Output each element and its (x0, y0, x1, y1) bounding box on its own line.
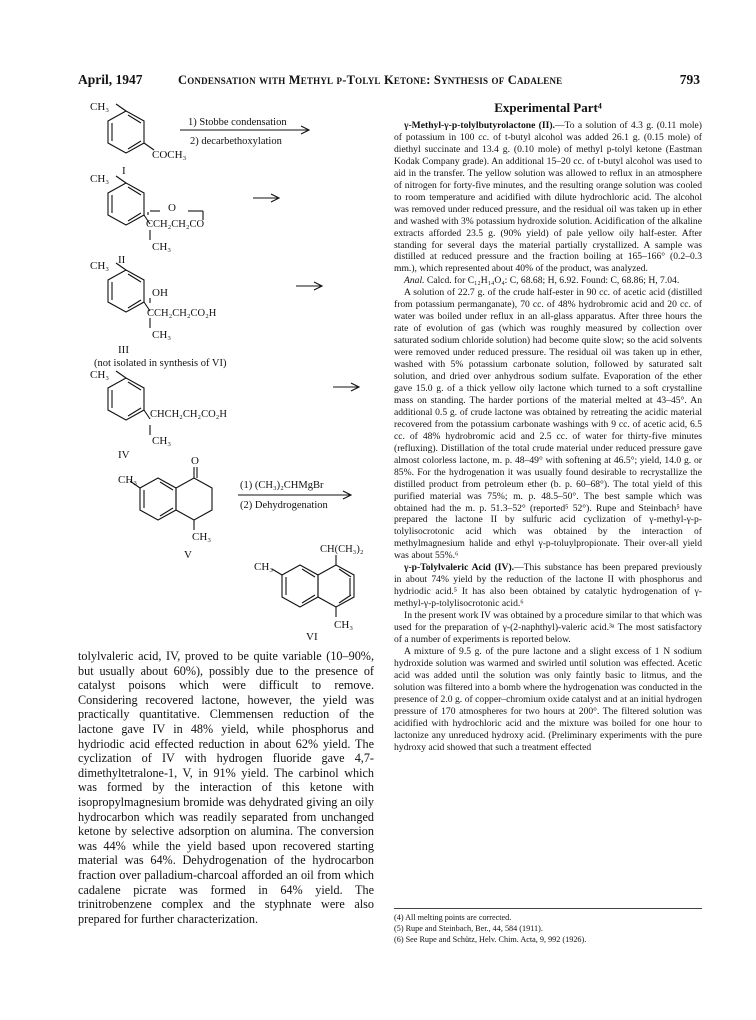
anal-label: Anal. (404, 275, 425, 287)
footnotes (394, 908, 702, 945)
iii-oh: OH (152, 287, 168, 299)
arrow1-step2: 2) decarbethoxylation (190, 136, 282, 147)
ii-lactone: CCH₂CH₂CO (146, 219, 205, 230)
label-iv: IV (118, 449, 130, 461)
label-i: I (122, 165, 126, 177)
header-title: Condensation with Methyl p-Tolyl Ketone: Synthesis of Cadalene (178, 73, 563, 87)
experimental-section (394, 100, 702, 754)
paragraph-valeric (394, 562, 702, 610)
compound-heading-iv: γ-p-Tolylvaleric Acid (IV). (404, 562, 515, 574)
page-number: 793 (679, 72, 700, 87)
ii-o: O (168, 202, 176, 214)
iv-ch3-b: CH₃ (152, 435, 172, 447)
footnote-rule (394, 908, 702, 909)
arrow-step-a: (1) (CH₃)₂CHMgBr (240, 480, 324, 491)
paragraph-mixture: A mixture of 9.5 g. of the pure lactone and a slight excess of 1 N sodium hydroxide solution was warmed and swirled until solution was effected. Acetic acid was added until the solution was only faintly basic to litmus, and the solution was filtered into a bomb where the hydrogenation was conducted in the presence of 2.0 g. of copper–chromium oxide catalyst and at an initial hydrogen pressure of 170 atmospheres for two hours at 200°. The filtered solution was acidified with hydrochloric acid and the mixture was boiled for one hour to lactonize any unreduced hydroxy acid. (Preliminary experiments with the pure hydroxy acid showed that such a treatment effected (394, 645, 702, 753)
label-vi: VI (306, 631, 318, 643)
i-coch3: COCH₃ (152, 149, 187, 161)
reaction-scheme (78, 98, 378, 644)
scheme-drawing (78, 98, 378, 644)
compound-heading: γ-Methyl-γ-p-tolylbutyrolactone (II). (404, 120, 555, 131)
paragraph-analysis (394, 275, 702, 287)
footnote-6: (6) See Rupe and Schütz, Helv. Chim. Acta, 9, 992 (1926). (394, 935, 587, 944)
iv-chain: CHCH₂CH₂CO₂H (150, 409, 227, 420)
footnote-4: (4) All melting points are corrected. (394, 913, 512, 922)
v-ch3-b: CH₃ (192, 531, 212, 543)
iii-ch3-b: CH₃ (152, 329, 172, 341)
footnote-5: (5) Rupe and Steinbach, Ber., 44, 584 (1911). (394, 924, 543, 933)
ii-ch3-b: CH₃ (152, 241, 172, 253)
iii-chain: CCH₂CH₂CO₂H (147, 308, 217, 319)
label-ii: II (118, 254, 126, 266)
label-v: V (184, 549, 192, 561)
ii-ch3: CH₃ (90, 173, 110, 185)
section-title: Experimental Part⁴ (494, 100, 602, 115)
label-iii: III (118, 344, 129, 356)
iii-ch3: CH₃ (90, 260, 110, 272)
arrow-step-b: (2) Dehydrogenation (240, 500, 328, 511)
v-ketone-o: O (191, 455, 199, 467)
vi-isopropyl: CH(CH₃)₂ (320, 544, 364, 555)
vi-ch3: CH₃ (254, 561, 274, 573)
paragraph-hydrolysis: A solution of 22.7 g. of the crude half-ester in 90 cc. of acetic acid (distilled from potassium permanganate), 70 cc. of 48% hydrobromic acid and 20 cc. of water was boiled under reflux in an all-glass apparatus. After three hours the rate of evolution of gas (which was roughly measured by collection over saturated sodium chloride solution) had become quite slow; so the acid solvents were removed under reduced pressure. The residual oil was taken up in ether, washed with 5% potassium carbonate solution, followed by saturated salt solution, and dried over anhydrous sodium sulfate. Evaporation of the ether gave 15.0 g. of a thick yellow oily lactone which turned to a soft crystalline mass on standing. The harder portions of the material melted at 43–45°. An additional 0.5 g. of crude lactone was obtained by retreating the acidic material recovered from the potassium carbonate washings with 9 cc. of acetic acid, 6.5 cc. of 48% hydrobromic acid and 2.5 cc. of water for thirty-five minutes (refluxing). Distillation of the total crude material under reduced pressure gave almost colorless lactone, m. p. 48–49° with softening at 46.5°; yield, 14.0 g. or 85%. For the hydrogenation it was usually found desirable to recrystallize the distilled product from petroleum ether (b. p. 60–68°). The total yield of this purified material was 75%; m. p. 48.5–50°. The best sample which was obtained had the m. p. 51.3–52° (reported⁵ 52°). Rupe and Steinbach⁵ have prepared the lactone II by sulfuric acid cyclization of γ-methyl-γ-p-tolylisocrotonic acid which was obtained by the interaction of methylmagnesium halide and ethyl γ-p-toluylpropionate. Their over-all yield was about 55%.⁶ (394, 287, 702, 562)
paragraph-procedure: In the present work IV was obtained by a procedure similar to that which was used for the preparation of γ-(2-naphthyl)-valeric acid.³ᵃ The most satisfactory of a number of experiments is reported below. (394, 610, 702, 645)
label-iii-note: (not isolated in synthesis of VI) (94, 358, 227, 369)
paragraph-body-iv: —This substance has been prepared previously in about 74% yield by the reduction of the lactone II with phosphorus and hydriodic acid.⁵ It has also been obtained by catalytic hydrogenation of γ-methyl-γ-p-tolylisocrotonic acid.⁶ (394, 562, 702, 610)
header-date: April, 1947 (78, 72, 143, 87)
paragraph-body: —To a solution of 4.3 g. (0.11 mole) of potassium in 100 cc. of t-butyl alcohol was added 26.1 g. (0.15 mole) of diethyl succinate and 13.4 g. (0.10 mole) of methyl p-tolyl ketone (Eastman Kodak Company grade). An additional 15–20 cc. of t-butyl alcohol was used to aid in the transfer. The yellow solution was allowed to reflux in an atmosphere of nitrogen for forty-five minutes, and the resulting orange solution was cooled to room temperature and acidified with dilute hydrochloric acid. The alcohol was removed under reduced pressure, and the residual oil was taken up in ether and washed with 3% potassium hydroxide solution. Acidification of the alkaline extracts afforded 23.5 g. (90% yield) of pale yellow oily half-ester. After standing for several days the material partially crystallized. A sample was distilled at reduced pressure and the fraction boiling at 165–166° (0.2–0.3 mm.), which represented about 40% of the product, was analyzed. (394, 120, 702, 275)
arrow1-step1: 1) Stobbe condensation (188, 117, 287, 128)
running-header (78, 72, 700, 92)
i-ch3: CH₃ (90, 101, 110, 113)
left-column-text: tolylvaleric acid, IV, proved to be quite variable (10–90%, but usually about 60%), possibly due to the presence of catalyst poisons which were difficult to remove. Considering recovered lactone, however, the yield was practically quantitative. Clemmensen reduction of the lactone gave IV in 48% yield, while phosphorus and hydriodic acid effected reduction in about 62% yield. The cyclization of IV with hydrogen fluoride gave 4,7-dimethyltetralone-1, V, in 91% yield. The carbinol which was formed by the interaction of this ketone with isopropylmagnesium bromide was dehydrated giving an oily hydrocarbon which was readily separated from unchanged ketone by selective adsorption on alumina. The conversion was 44% while the yield based upon recovered starting material was 64%. Dehydrogenation of the hydrocarbon fraction over palladium-charcoal afforded an oil from which cadalene picrate was formed in 64% yield. The trinitrobenzene complex and the styphnate were also prepared for further characterization. (78, 649, 374, 926)
paragraph-lactone (394, 120, 702, 275)
v-ch3: CH₃ (118, 474, 138, 486)
vi-ch3-b: CH₃ (334, 619, 354, 631)
anal-body: Calcd. for C₁₂H₁₄O₄: C, 68.68; H, 6.92. Found: C, 68.86; H, 7.04. (424, 275, 680, 287)
iv-ch3: CH₃ (90, 369, 110, 381)
